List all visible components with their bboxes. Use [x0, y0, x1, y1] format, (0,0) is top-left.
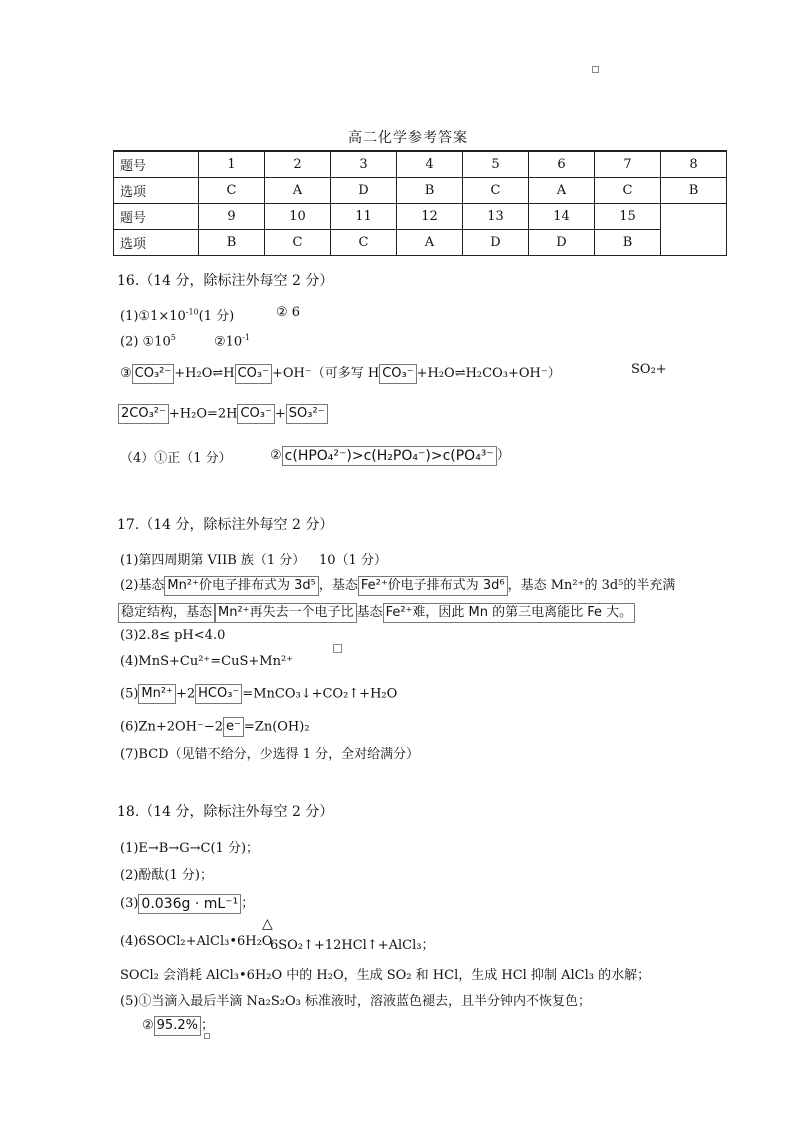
- q17-l2-t1: (2)基态: [120, 578, 165, 593]
- q16-line-3: [120, 362, 561, 384]
- table-cell: 4: [397, 151, 463, 178]
- q16-l5-mark: ②: [270, 448, 282, 463]
- q17-line-6: [120, 684, 397, 704]
- q18-l3-t1: (3): [120, 896, 139, 911]
- q16-l5-end: ）: [496, 448, 510, 463]
- q18-line-3: [120, 892, 254, 914]
- q16-l2b: ②10: [214, 334, 243, 350]
- q17-line-7: [120, 717, 310, 737]
- q17-line-8: (7)BCD（见错不给分，少选得 1 分，全对给满分）: [120, 747, 420, 762]
- table-cell: C: [595, 178, 661, 204]
- table-cell: 题号: [114, 151, 199, 178]
- q17-l2-t3: ，基态 Mn²⁺的 3d⁵的半充满: [507, 578, 676, 593]
- q16-l2a-exp: 5: [170, 333, 176, 342]
- q17-l3-t1: 基态: [356, 605, 383, 620]
- formula-box: CO₃⁻: [237, 404, 274, 424]
- q16-line-2b: [214, 333, 250, 349]
- q18-l7-t: ；: [200, 1018, 214, 1033]
- q18-line-1: (1)E→B→G→C(1 分)；: [120, 841, 260, 856]
- table-cell: A: [265, 178, 331, 204]
- text-box: Fe²⁺价电子排布式为 3d⁶: [358, 576, 508, 596]
- q16-l4-t1: +H₂O=2H: [168, 406, 238, 422]
- table-cell: C: [463, 178, 529, 204]
- q16-l3-so2: SO₂+: [631, 362, 667, 377]
- formula-box: CO₃⁻: [379, 364, 416, 384]
- table-row: [114, 178, 727, 204]
- q16-l1c: ② 6: [276, 305, 301, 320]
- table-cell: 11: [331, 204, 397, 230]
- q17-l6-t2: +2: [175, 686, 196, 702]
- q16-line-1: [120, 305, 234, 324]
- table-cell: 题号: [114, 204, 199, 230]
- q17-l7-t1: (6)Zn+2OH⁻−2: [120, 719, 224, 735]
- table-row: [114, 151, 727, 178]
- q18-header: 18.（14 分，除标注外每空 2 分）: [117, 804, 334, 820]
- table-cell: D: [331, 178, 397, 204]
- table-cell: 5: [463, 151, 529, 178]
- formula-box: SO₃²⁻: [286, 404, 328, 424]
- table-row: [114, 204, 727, 230]
- q16-l1b: (1 分): [198, 309, 235, 324]
- q18-line-6: (5)①当滴入最后半滴 Na₂S₂O₃ 标准液时，溶液蓝色褪去，且半分钟内不恢复色；: [120, 994, 592, 1009]
- table-cell: 选项: [114, 230, 199, 256]
- heat-symbol: △: [262, 916, 273, 932]
- table-cell: 3: [331, 151, 397, 178]
- q18-l3-t2: ；: [241, 896, 255, 911]
- table-cell: B: [595, 230, 661, 256]
- q18-line-7: [142, 1014, 214, 1036]
- q16-l3-t1: +H₂O⇌H: [174, 366, 235, 381]
- table-cell: 2: [265, 151, 331, 178]
- q17-line-2: [120, 574, 675, 596]
- formula-box: 0.036g · mL⁻¹: [138, 894, 241, 914]
- table-cell: 13: [463, 204, 529, 230]
- q17-l6-t3: =MnCO₃↓+CO₂↑+H₂O: [242, 686, 398, 702]
- q17-line-1b: 10（1 分）: [319, 553, 387, 568]
- q16-l1a: (1)①1×10: [120, 309, 186, 324]
- q16-line-4: [118, 404, 328, 424]
- q16-line-2: [120, 333, 176, 349]
- table-cell: C: [331, 230, 397, 256]
- table-cell: A: [397, 230, 463, 256]
- table-cell: 选项: [114, 178, 199, 204]
- formula-box: c(HPO₄²⁻)>c(H₂PO₄⁻)>c(PO₄³⁻: [282, 446, 497, 466]
- q16-l2a: (2) ①10: [120, 334, 171, 350]
- table-cell: D: [463, 230, 529, 256]
- table-cell: C: [265, 230, 331, 256]
- text-box: Mn²⁺再失去一个电子比: [215, 603, 357, 623]
- text-box: Fe²⁺难，因此 Mn 的第三电离能比 Fe 大。: [383, 603, 636, 623]
- table-cell: 12: [397, 204, 463, 230]
- q18-line-2: (2)酚酞(1 分)；: [120, 868, 213, 883]
- formula-box: CO₃²⁻: [132, 364, 175, 384]
- formula-box: 95.2%: [154, 1016, 201, 1036]
- table-cell: 14: [529, 204, 595, 230]
- table-cell: 6: [529, 151, 595, 178]
- q17-l2-t2: ，基态: [318, 578, 358, 593]
- q16-l3-t2: +OH⁻（可多写 H: [271, 366, 380, 381]
- formula-box: 2CO₃²⁻: [118, 404, 169, 424]
- table-cell: B: [199, 230, 265, 256]
- table-cell: C: [199, 178, 265, 204]
- q18-line-4b: 6SO₂↑+12HCl↑+AlCl₃；: [270, 938, 435, 953]
- q18-line-4a: (4)6SOCl₂+AlCl₃•6H₂O: [120, 934, 273, 949]
- corner-mark: [592, 66, 599, 73]
- formula-box: HCO₃⁻: [195, 684, 242, 704]
- table-row: [114, 230, 727, 256]
- table-cell: 7: [595, 151, 661, 178]
- q16-header: 16.（14 分，除标注外每空 2 分）: [117, 273, 334, 289]
- q17-line-1: (1)第四周期第 VIIB 族（1 分）: [120, 553, 306, 568]
- page-title: 高二化学参考答案: [348, 130, 468, 146]
- table-cell: 8: [661, 151, 727, 178]
- table-cell: 1: [199, 151, 265, 178]
- q16-l2b-exp: -1: [242, 333, 250, 342]
- q17-line-5: (4)MnS+Cu²⁺=CuS+Mn²⁺: [120, 654, 294, 669]
- table-cell: 10: [265, 204, 331, 230]
- table-cell: B: [661, 178, 727, 204]
- formula-box: e⁻: [223, 717, 244, 737]
- text-box: Mn²⁺价电子排布式为 3d⁵: [164, 576, 318, 596]
- q18-line-5: SOCl₂ 会消耗 AlCl₃•6H₂O 中的 H₂O，生成 SO₂ 和 HCl，生成 HCl 抑制 AlCl₃ 的水解；: [120, 968, 651, 983]
- answer-table: [113, 150, 727, 256]
- q17-l7-t2: =Zn(OH)₂: [243, 719, 310, 735]
- formula-box: CO₃⁻: [235, 364, 272, 384]
- q16-l4-t2: +: [274, 406, 286, 422]
- table-cell: 15: [595, 204, 661, 230]
- table-cell: A: [529, 178, 595, 204]
- q16-l3-mark: ③: [120, 366, 132, 381]
- formula-box: Mn²⁺: [138, 684, 176, 704]
- q16-line-5b: [270, 444, 510, 466]
- q18-l7-mark: ②: [142, 1018, 154, 1033]
- table-cell: B: [397, 178, 463, 204]
- q16-l5a: （4）①正（1 分）: [120, 451, 232, 466]
- text-box: 稳定结构，基态: [118, 603, 215, 623]
- q17-line-3: [118, 601, 635, 623]
- q16-l3-t3: +H₂O⇌H₂CO₃+OH⁻）: [416, 366, 561, 381]
- table-cell: 9: [199, 204, 265, 230]
- q16-line-5: [120, 447, 232, 466]
- table-cell-empty: [661, 204, 727, 256]
- q16-l1a-exp: -10: [185, 307, 199, 317]
- q17-line-4: (3)2.8≤ pH<4.0: [120, 628, 226, 643]
- table-cell: D: [529, 230, 595, 256]
- q17-header: 17.（14 分，除标注外每空 2 分）: [117, 517, 334, 533]
- q17-l6-t1: (5): [120, 686, 139, 702]
- mid-mark: [333, 644, 342, 653]
